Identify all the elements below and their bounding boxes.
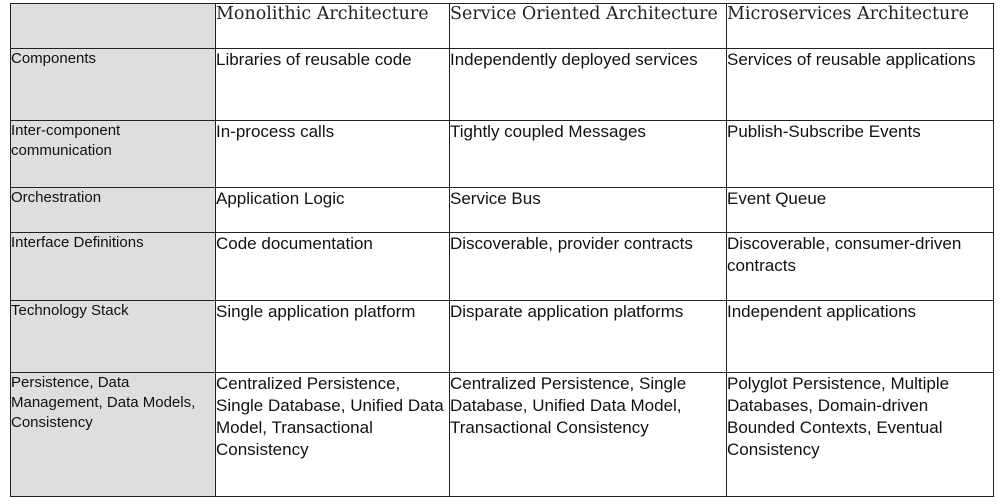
table-row — [11, 301, 994, 373]
table-header-row — [11, 4, 994, 49]
table-cell: Application Logic — [216, 188, 450, 233]
table-row — [11, 233, 994, 301]
table-cell: Discoverable, provider contracts — [450, 233, 727, 301]
table-cell: Libraries of reusable code — [216, 49, 450, 121]
table-cell: Independently deployed services — [450, 49, 727, 121]
table-cell: Disparate application platforms — [450, 301, 727, 373]
table-cell: Services of reusable applications — [727, 49, 994, 121]
table-cell: Discoverable, consumer-driven contracts — [727, 233, 994, 301]
table-cell: Single application platform — [216, 301, 450, 373]
table-cell: Polyglot Persistence, Multiple Databases, Domain-driven Bounded Contexts, Eventual Consistency — [727, 373, 994, 497]
table-cell: Code documentation — [216, 233, 450, 301]
table-row — [11, 49, 994, 121]
column-header-monolithic: Monolithic Architecture — [216, 4, 450, 49]
table-cell: Independent applications — [727, 301, 994, 373]
corner-cell — [11, 4, 216, 49]
table-cell: Centralized Persistence, Single Database, Unified Data Model, Transactional Consistency — [450, 373, 727, 497]
column-header-microservices: Microservices Architecture — [727, 4, 994, 49]
table-cell: Event Queue — [727, 188, 994, 233]
table-row — [11, 121, 994, 188]
row-label-components: Components — [11, 49, 216, 121]
row-label-persistence: Persistence, Data Management, Data Models, Consistency — [11, 373, 216, 497]
row-label-orchestration: Orchestration — [11, 188, 216, 233]
table-cell: Publish-Subscribe Events — [727, 121, 994, 188]
row-label-technology-stack: Technology Stack — [11, 301, 216, 373]
row-label-inter-component-communication: Inter-component communication — [11, 121, 216, 188]
table-cell: Centralized Persistence, Single Database, Unified Data Model, Transactional Consistency — [216, 373, 450, 497]
table-row — [11, 188, 994, 233]
table-cell: Tightly coupled Messages — [450, 121, 727, 188]
architecture-comparison-table — [10, 3, 994, 497]
table-row — [11, 373, 994, 497]
column-header-soa: Service Oriented Architecture — [450, 4, 727, 49]
table-cell: In-process calls — [216, 121, 450, 188]
row-label-interface-definitions: Interface Definitions — [11, 233, 216, 301]
table-cell: Service Bus — [450, 188, 727, 233]
